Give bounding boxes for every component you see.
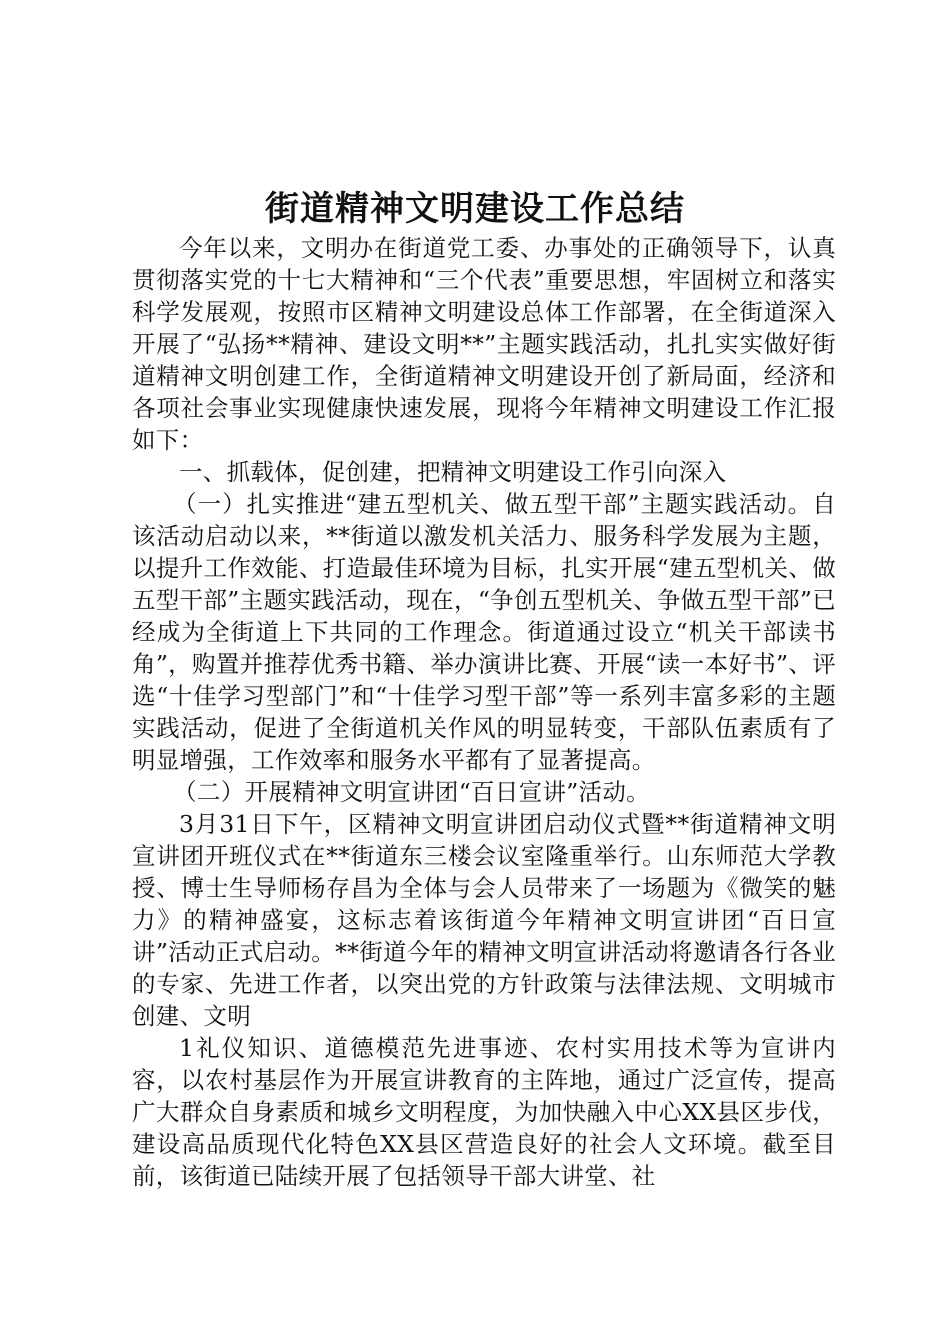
document-body xyxy=(132,232,836,1192)
section-heading-1: 一、抓载体，促创建，把精神文明建设工作引向深入 xyxy=(179,458,727,486)
paragraph-continuation: 1礼仪知识、道德模范先进事迹、农村实用技术等为宣讲内容，以农村基层作为开展宣讲教育的主阵地，通过广泛宣传，提高广大群众自身素质和城乡文明程度，为加快融入中心XX县区步伐，建设高品质现代化特色XX县区营造良好的社会人文环境。截至目前，该街道已陆续开展了包括领导干部大讲堂、社 xyxy=(132,1034,836,1190)
paragraph-intro: 今年以来，文明办在街道党工委、办事处的正确领导下，认真贯彻落实党的十七大精神和“三个代表”重要思想，牢固树立和落实科学发展观，按照市区精神文明建设总体工作部署，在全街道深入开展了“弘扬**精神、建设文明**”主题实践活动，扎扎实实做好街道精神文明创建工作，全街道精神文明建设开创了新局面，经济和各项社会事业实现健康快速发展，现将今年精神文明建设工作汇报如下： xyxy=(132,234,836,454)
paragraph-march-31: 3月31日下午，区精神文明宣讲团启动仪式暨**街道精神文明宣讲团开班仪式在**街道东三楼会议室隆重举行。山东师范大学教授、博士生导师杨存昌为全体与会人员带来了一场题为《微笑的魅力》的精神盛宴，这标志着该街道今年精神文明宣讲团“百日宣讲”活动正式启动。**街道今年的精神文明宣讲活动将邀请各行各业的专家、先进工作者，以突出党的方针政策与法律法规、文明城市创建、文明 xyxy=(132,810,836,1030)
document-title: 街道精神文明建设工作总结 xyxy=(265,189,685,229)
subsection-2-heading: （二）开展精神文明宣讲团“百日宣讲”活动。 xyxy=(173,778,650,806)
subsection-1-paragraph: （一）扎实推进“建五型机关、做五型干部”主题实践活动。自该活动启动以来，**街道以激发机关活力、服务科学发展为主题，以提升工作效能、打造最佳环境为目标，扎实开展“建五型机关、做五型干部”主题实践活动，现在，“争创五型机关、争做五型干部”已经成为全街道上下共同的工作理念。街道通过设立“机关干部读书角”，购置并推荐优秀书籍、举办演讲比赛、开展“读一本好书”、评选“十佳学习型部门”和“十佳学习型干部”等一系列丰富多彩的主题实践活动，促进了全街道机关作风的明显转变，干部队伍素质有了明显增强，工作效率和服务水平都有了显著提高。 xyxy=(132,490,836,774)
